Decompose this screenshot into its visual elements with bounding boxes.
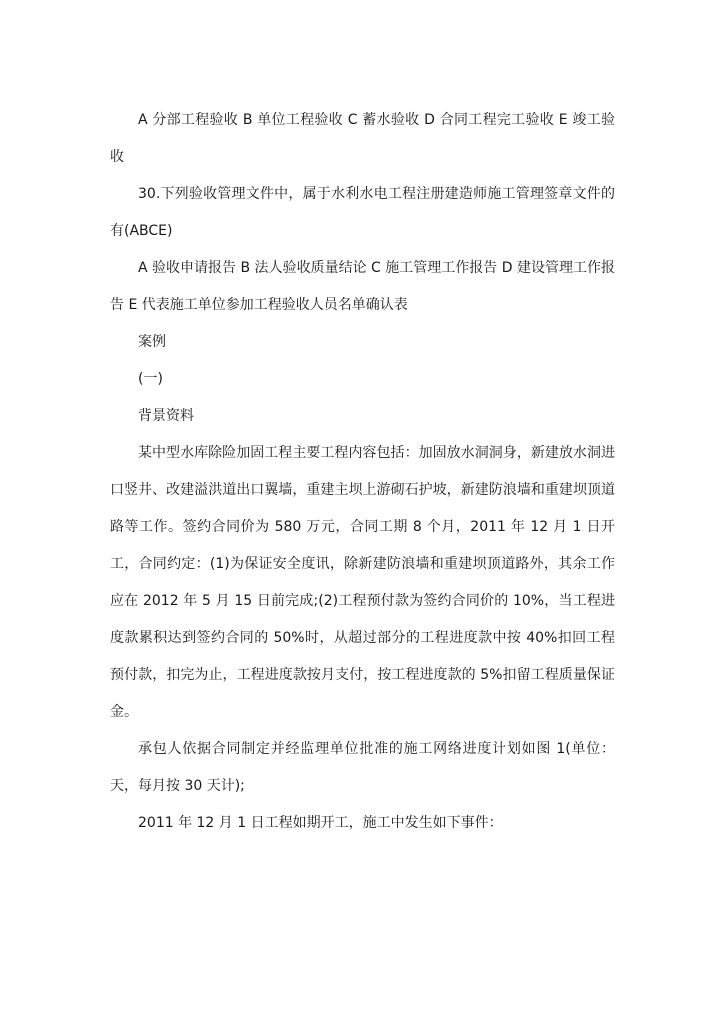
- document-body: [110, 102, 615, 842]
- paragraph-events: 2011 年 12 月 1 日工程如期开工，施工中发生如下事件：: [138, 815, 503, 831]
- paragraph-background: 某中型水库除险加固工程主要工程内容包括：加固放水洞洞身，新建放水洞进口竖井、改建溢洪道出口翼墙，重建主坝上游砌石护坡，新建防浪墙和重建坝顶道路等工作。签约合同价为 580 万元，合同工期 8 个月，2011 年 12 月 1 日开工，合同约定：(1)为保证安全度讯，除新建防浪墙和重建坝顶道路外，其余工作应在 2012 年 5 月 15 日前完成;(2)工程预付款为签约合同价的 10%，当工程进度款累积达到签约合同的 50%时，从超过部分的工程进度款中按 40%扣回工程预付款，扣完为止，工程进度款按月支付，按工程进度款的 5%扣留工程质量保证金。: [110, 445, 615, 720]
- paragraph-acceptance-options: A 分部工程验收 B 单位工程验收 C 蓄水验收 D 合同工程完工验收 E 竣工验收: [110, 112, 615, 165]
- paragraph-question-30-options: A 验收申请报告 B 法人验收质量结论 C 施工管理工作报告 D 建设管理工作报告 E 代表施工单位参加工程验收人员名单确认表: [110, 260, 615, 313]
- section-heading-case: 案例: [138, 334, 166, 350]
- paragraph-question-30: 30.下列验收管理文件中，属于水利水电工程注册建造师施工管理签章文件的有(ABCE): [110, 186, 615, 239]
- background-heading: 背景资料: [138, 408, 194, 424]
- paragraph-schedule: 承包人依据合同制定并经监理单位批准的施工网络进度计划如图 1(单位：天，每月按 30 天计);: [110, 741, 615, 794]
- case-number: (一): [138, 371, 163, 387]
